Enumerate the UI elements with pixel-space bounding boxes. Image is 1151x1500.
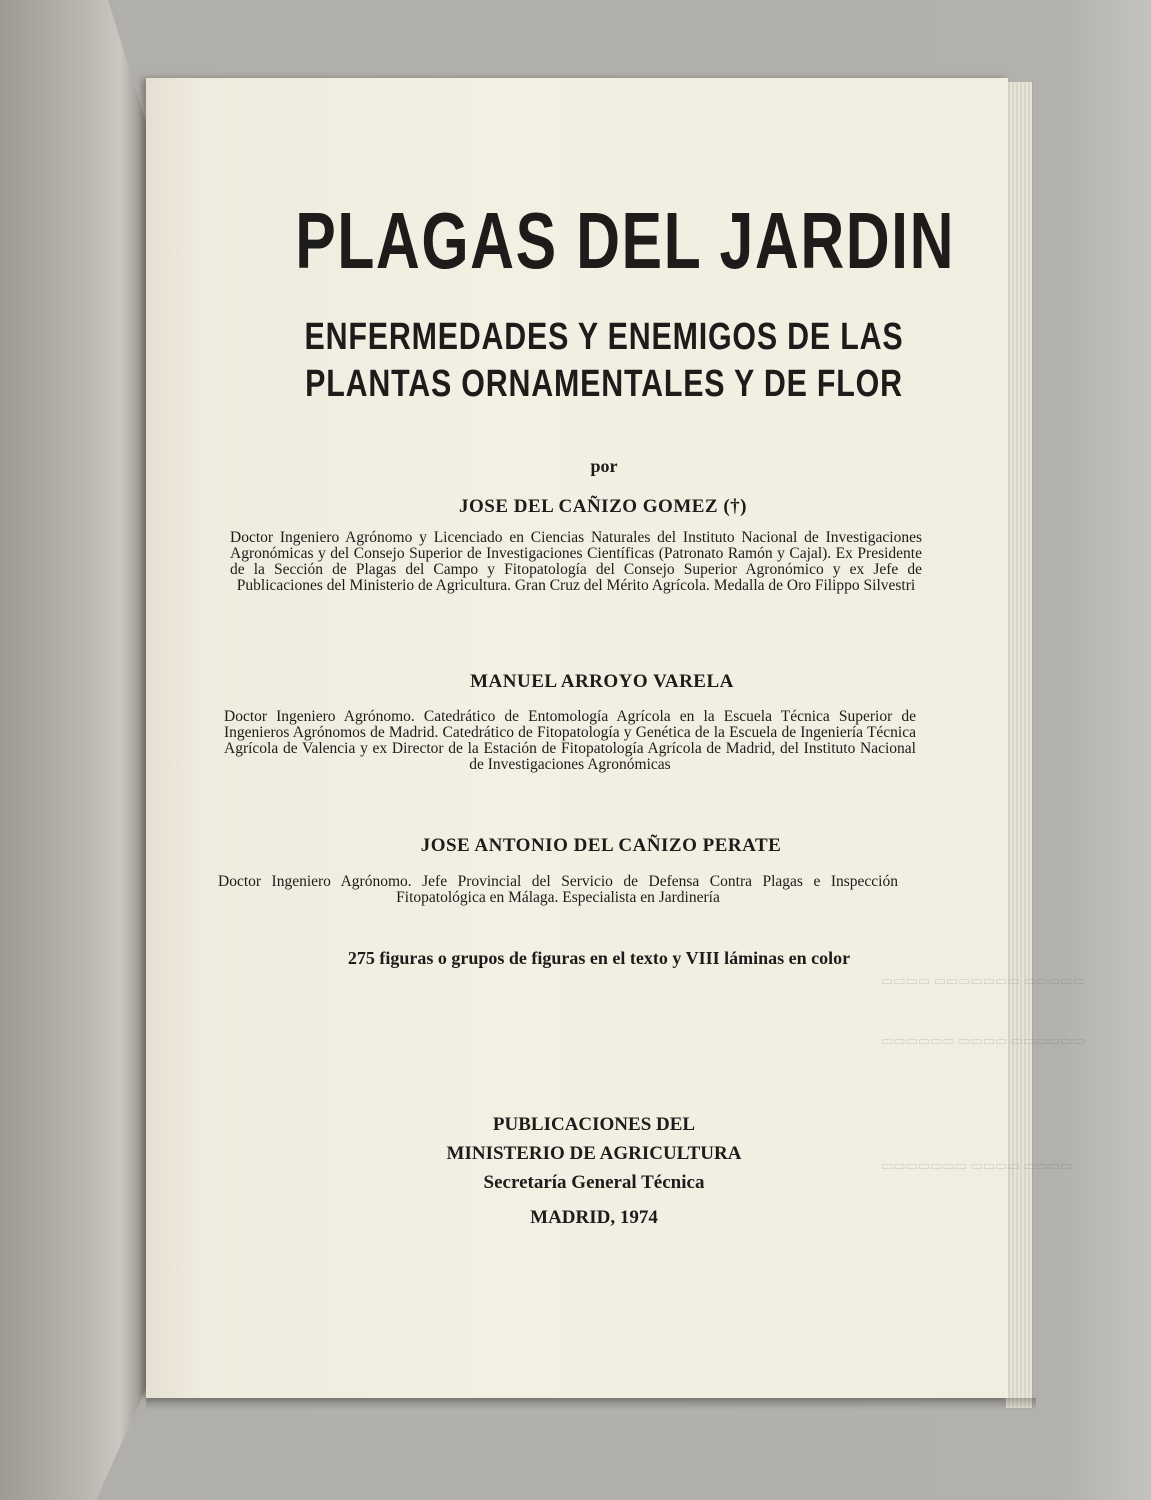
author-bio-3: Doctor Ingeniero Agrónomo. Jefe Provincial del Servicio de Defensa Contra Plagas e Inspección Fitopatológica en Málaga. Especialista en Jardinería <box>218 873 898 906</box>
author-bio-1: Doctor Ingeniero Agrónomo y Licenciado en Ciencias Naturales del Instituto Nacional de Investigaciones Agronómicas y del Consejo Superior de Investigaciones Científicas (Patronato Ramón y Cajal). Ex Presidente de la Sección de Plagas del Campo y Fitopatología del Consejo Superior Agronómico y ex Jefe de Publicaciones del Ministerio de Agricultura. Gran Cruz del Mérito Agrícola. Medalla de Oro Filippo Silvestri <box>230 529 922 594</box>
publisher-line-2: MINISTERIO DE AGRICULTURA <box>446 1143 742 1164</box>
book-subtitle <box>281 314 927 408</box>
subtitle-line-1: ENFERMEDADES Y ENEMIGOS DE LAS <box>304 316 904 358</box>
show-through-text: ▭▭▭▭ ▭▭▭▭▭▭▭ ▭▭▭▭▭ <box>881 973 1085 988</box>
show-through-text: ▭▭▭▭▭▭▭ ▭▭▭▭ ▭▭▭▭ <box>881 1158 1073 1173</box>
by-label: por <box>590 456 618 476</box>
facing-page <box>0 0 150 1500</box>
subtitle-line-2: PLANTAS ORNAMENTALES Y DE FLOR <box>305 363 903 405</box>
page-block-edge <box>1006 82 1033 1408</box>
author-name-3: JOSE ANTONIO DEL CAÑIZO PERATE <box>420 835 782 856</box>
publisher-place-year: MADRID, 1974 <box>530 1207 658 1228</box>
publisher-block <box>180 1110 1008 1232</box>
book-title: PLAGAS DEL JARDIN <box>295 196 956 285</box>
author-bio-2: Doctor Ingeniero Agrónomo. Catedrático de Entomología Agrícola en la Escuela Técnica Superior de Ingenieros Agrónomos de Madrid. Catedrático de Fitopatología y Genética de la Escuela de Ingeniería Técnica Agrícola de Valencia y ex Director de la Estación de Fitopatología Agrícola de Madrid, del Instituto Nacional de Investigaciones Agronómicas <box>224 708 916 773</box>
show-through-text: ▭▭▭▭▭▭ ▭▭▭▭ ▭▭▭▭▭▭ <box>881 1033 1085 1048</box>
publisher-line-1: PUBLICACIONES DEL <box>492 1114 696 1135</box>
title-page <box>146 78 1085 1398</box>
author-name-1: JOSE DEL CAÑIZO GOMEZ (†) <box>458 496 748 517</box>
author-name-2: MANUEL ARROYO VARELA <box>470 671 734 692</box>
figures-note: 275 figuras o grupos de figuras en el texto y VIII láminas en color <box>347 948 851 968</box>
page-shadow <box>146 1398 1036 1410</box>
publisher-line-3: Secretaría General Técnica <box>483 1172 705 1193</box>
